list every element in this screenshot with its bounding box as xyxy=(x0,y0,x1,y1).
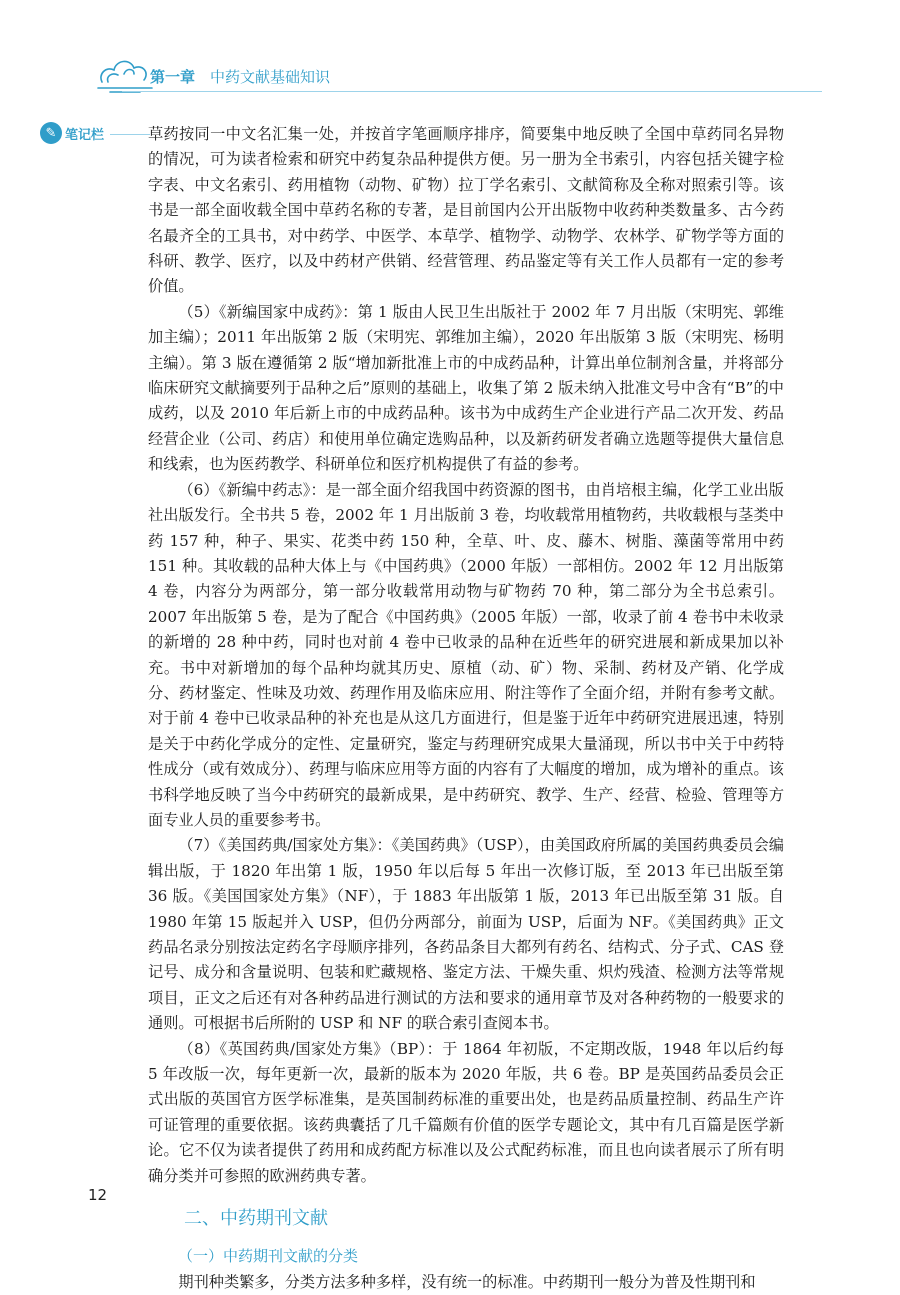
notes-label: 笔记栏 xyxy=(65,127,105,143)
notes-divider xyxy=(110,134,150,135)
paragraph: 期刊种类繁多，分类方法多种多样，没有统一的标准。中药期刊一般分为普及性期刊和 xyxy=(178,1273,756,1292)
paragraph: （6）《新编中药志》：是一部全面介绍我国中药资源的图书，由肖培根主编，化学工业出版社出版发行。全书共 5 卷，2002 年 1 月出版前 3 卷，均收载常用植物药，共收载根与茎类中药 157 种，种子、果实、花类中药 150 种，全草、叶、皮、藤木、树脂、藻菌等常用中药 151 种。其收载的品种大体上与《中国药典》（2000 年版）一部相仿。2002 年 12 月出版第 4 卷，内容分为两部分，第一部分收载常用动物与矿物药 70 种，第二部分为全书总索引。2007 年出版第 5 卷，是为了配合《中国药典》（2005 年版）一部，收录了前 4 卷书中未收录的新增的 28 种中药，同时也对前 4 卷中已收录的品种在近些年的研究进展和新成果加以补充。书中对新增加的每个品种均就其历史、原植（动、矿）物、采制、药材及产销、化学成分、药材鉴定、性味及功效、药理作用及临床应用、附注等作了全面介绍，并附有参考文献。对于前 4 卷中已收录品种的补充也是从这几方面进行，但是鉴于近年中药研究进展迅速，特别是关于中药化学成分的定性、定量研究，鉴定与药理研究成果大量涌现，所以书中关于中药特性成分（或有效成分）、药理与临床应用等方面的内容有了大幅度的增加，成为增补的重点。该书科学地反映了当今中药研究的最新成果，是中药研究、教学、生产、经营、检验、管理等方面专业人员的重要参考书。 xyxy=(148,480,784,829)
subsection-heading: （一）中药期刊文献的分类 xyxy=(178,1247,359,1266)
paragraph: （5）《新编国家中成药》：第 1 版由人民卫生出版社于 2002 年 7 月出版（宋明宪、郭维加主编）；2011 年出版第 2 版（宋明宪、郭维加主编），2020 年出版第 3 版（宋明宪、杨明主编）。第 3 版在遵循第 2 版“增加新批准上市的中成药品种，计算出单位制剂含量，并将部分临床研究文献摘要列于品种之后”原则的基础上，收集了第 2 版未纳入批准文号中含有“B”的中成药，以及 2010 年后新上市的中成药品种。该书为中成药生产企业进行产品二次开发、药品经营企业（公司、药店）和使用单位确定选购品种，以及新药研发者确立选题等提供大量信息和线索，也为医药教学、科研单位和医疗机构提供了有益的参考。 xyxy=(148,302,784,474)
page-number: 12 xyxy=(88,1186,108,1204)
page-header xyxy=(0,0,900,110)
header-divider xyxy=(122,91,822,92)
chapter-label: 第一章 xyxy=(150,68,196,86)
pencil-note-icon: ✎ xyxy=(40,122,62,144)
chapter-title: 中药文献基础知识 xyxy=(210,68,331,86)
section-heading: 二、中药期刊文献 xyxy=(184,1208,328,1230)
paragraph: （7）《美国药典/国家处方集》：《美国药典》（USP），由美国政府所属的美国药典委员会编辑出版，于 1820 年出第 1 版，1950 年以后每 5 年出一次修订版，至 2013 年已出版至第 36 版。《美国国家处方集》（NF），于 1883 年出版第 1 版，2013 年已出版至第 31 版。自 1980 年第 15 版起并入 USP，但仍分两部分，前面为 USP，后面为 NF。《美国药典》正文药品名录分别按法定药名字母顺序排列，各药品条目大都列有药名、结构式、分子式、CAS 登记号、成分和含量说明、包装和贮藏规格、鉴定方法、干燥失重、炽灼残渣、检测方法等常规项目，正文之后还有对各种药品进行测试的方法和要求的通用章节及对各种药物的一般要求的通则。可根据书后所附的 USP 和 NF 的联合索引查阅本书。 xyxy=(148,836,784,1033)
main-text xyxy=(148,122,784,1295)
paragraph: 草药按同一中文名汇集一处，并按首字笔画顺序排序，简要集中地反映了全国中草药同名异物的情况，可为读者检索和研究中药复杂品种提供方便。另一册为全书索引，内容包括关键字检字表、中文名索引、药用植物（动物、矿物）拉丁学名索引、文献简称及全称对照索引等。该书是一部全面收载全国中草药名称的专著，是目前国内公开出版物中收药种类数量多、古今药名最齐全的工具书，对中药学、中医学、本草学、植物学、动物学、农林学、矿物学等方面的科研、教学、医疗，以及中药材产供销、经营管理、药品鉴定等有关工作人员都有一定的参考价值。 xyxy=(148,125,784,296)
paragraph: （8）《英国药典/国家处方集》（BP）：于 1864 年初版，不定期改版，1948 年以后约每 5 年改版一次，每年更新一次，最新的版本为 2020 年版，共 6 卷。BP 是英国药品委员会正式出版的英国官方医学标准集，是英国制药标准的重要出处，也是药品质量控制、药品生产许可证管理的重要依据。该药典囊括了几千篇颇有价值的医学专题论文，其中有几百篇是医学新论。它不仅为读者提供了药用和成药配方标准以及公式配药标准，而且也向读者展示了所有明确分类并可参照的欧洲药典专著。 xyxy=(148,1039,784,1185)
notes-sidebar-tag xyxy=(40,122,104,144)
cloud-ornament-icon xyxy=(96,52,156,94)
